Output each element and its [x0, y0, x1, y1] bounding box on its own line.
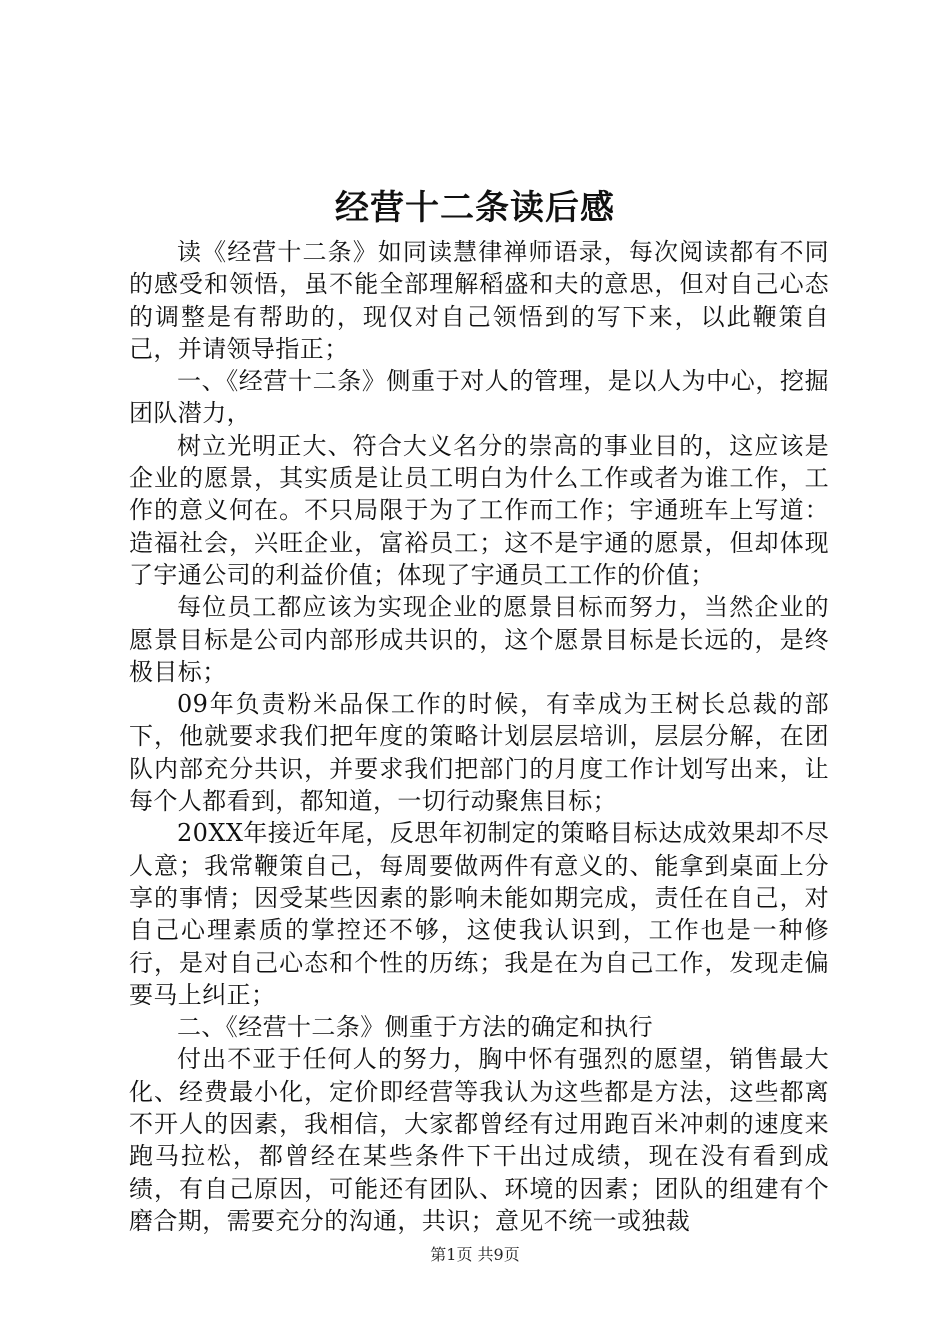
page-footer: 第1页 共9页 [430, 1245, 520, 1264]
paragraph: 二、《经营十二条》侧重于方法的确定和执行 [177, 1013, 653, 1042]
document-body [129, 236, 829, 1237]
paragraph: 每位员工都应该为实现企业的愿景目标而努力，当然企业的愿景目标是公司内部形成共识的，这个愿景目标是长远的，是终极目标； [129, 593, 829, 686]
paragraph: 09年负责粉米品保工作的时候，有幸成为王树长总裁的部下，他就要求我们把年度的策略计划层层培训，层层分解，在团队内部充分共识，并要求我们把部门的月度工作计划写出来，让每个人都看到，都知道，一切行动聚焦目标； [129, 690, 829, 816]
paragraph: 树立光明正大、符合大义名分的崇高的事业目的，这应该是企业的愿景，其实质是让员工明白为什么工作或者为谁工作，工作的意义何在。不只局限于为了工作而工作；宇通班车上写道：造福社会，兴旺企业，富裕员工；这不是宇通的愿景，但却体现了宇通公司的利益价值；体现了宇通员工工作的价值； [129, 431, 829, 589]
document-title: 经营十二条读后感 [335, 188, 615, 228]
paragraph: 读《经营十二条》如同读慧律禅师语录，每次阅读都有不同的感受和领悟，虽不能全部理解稻盛和夫的意思，但对自己心态的调整是有帮助的，现仅对自己领悟到的写下来，以此鞭策自己，并请领导指正； [129, 238, 829, 363]
paragraph: 一、《经营十二条》侧重于对人的管理，是以人为中心，挖掘团队潜力， [129, 367, 829, 428]
paragraph: 20XX年接近年尾，反思年初制定的策略目标达成效果却不尽人意；我常鞭策自己，每周要做两件有意义的、能拿到桌面上分享的事情；因受某些因素的影响未能如期完成，责任在自己，对自己心理素质的掌控还不够，这使我认识到，工作也是一种修行，是对自己心态和个性的历练；我是在为自己工作，发现走偏要马上纠正； [129, 819, 829, 1009]
paragraph: 付出不亚于任何人的努力，胸中怀有强烈的愿望，销售最大化、经费最小化，定价即经营等我认为这些都是方法，这些都离不开人的因素，我相信，大家都曾经有过用跑百米冲刺的速度来跑马拉松，都曾经在某些条件下干出过成绩，现在没有看到成绩，有自己原因，可能还有团队、环境的因素；团队的组建有个磨合期，需要充分的沟通，共识；意见不统一或独裁 [129, 1045, 829, 1235]
